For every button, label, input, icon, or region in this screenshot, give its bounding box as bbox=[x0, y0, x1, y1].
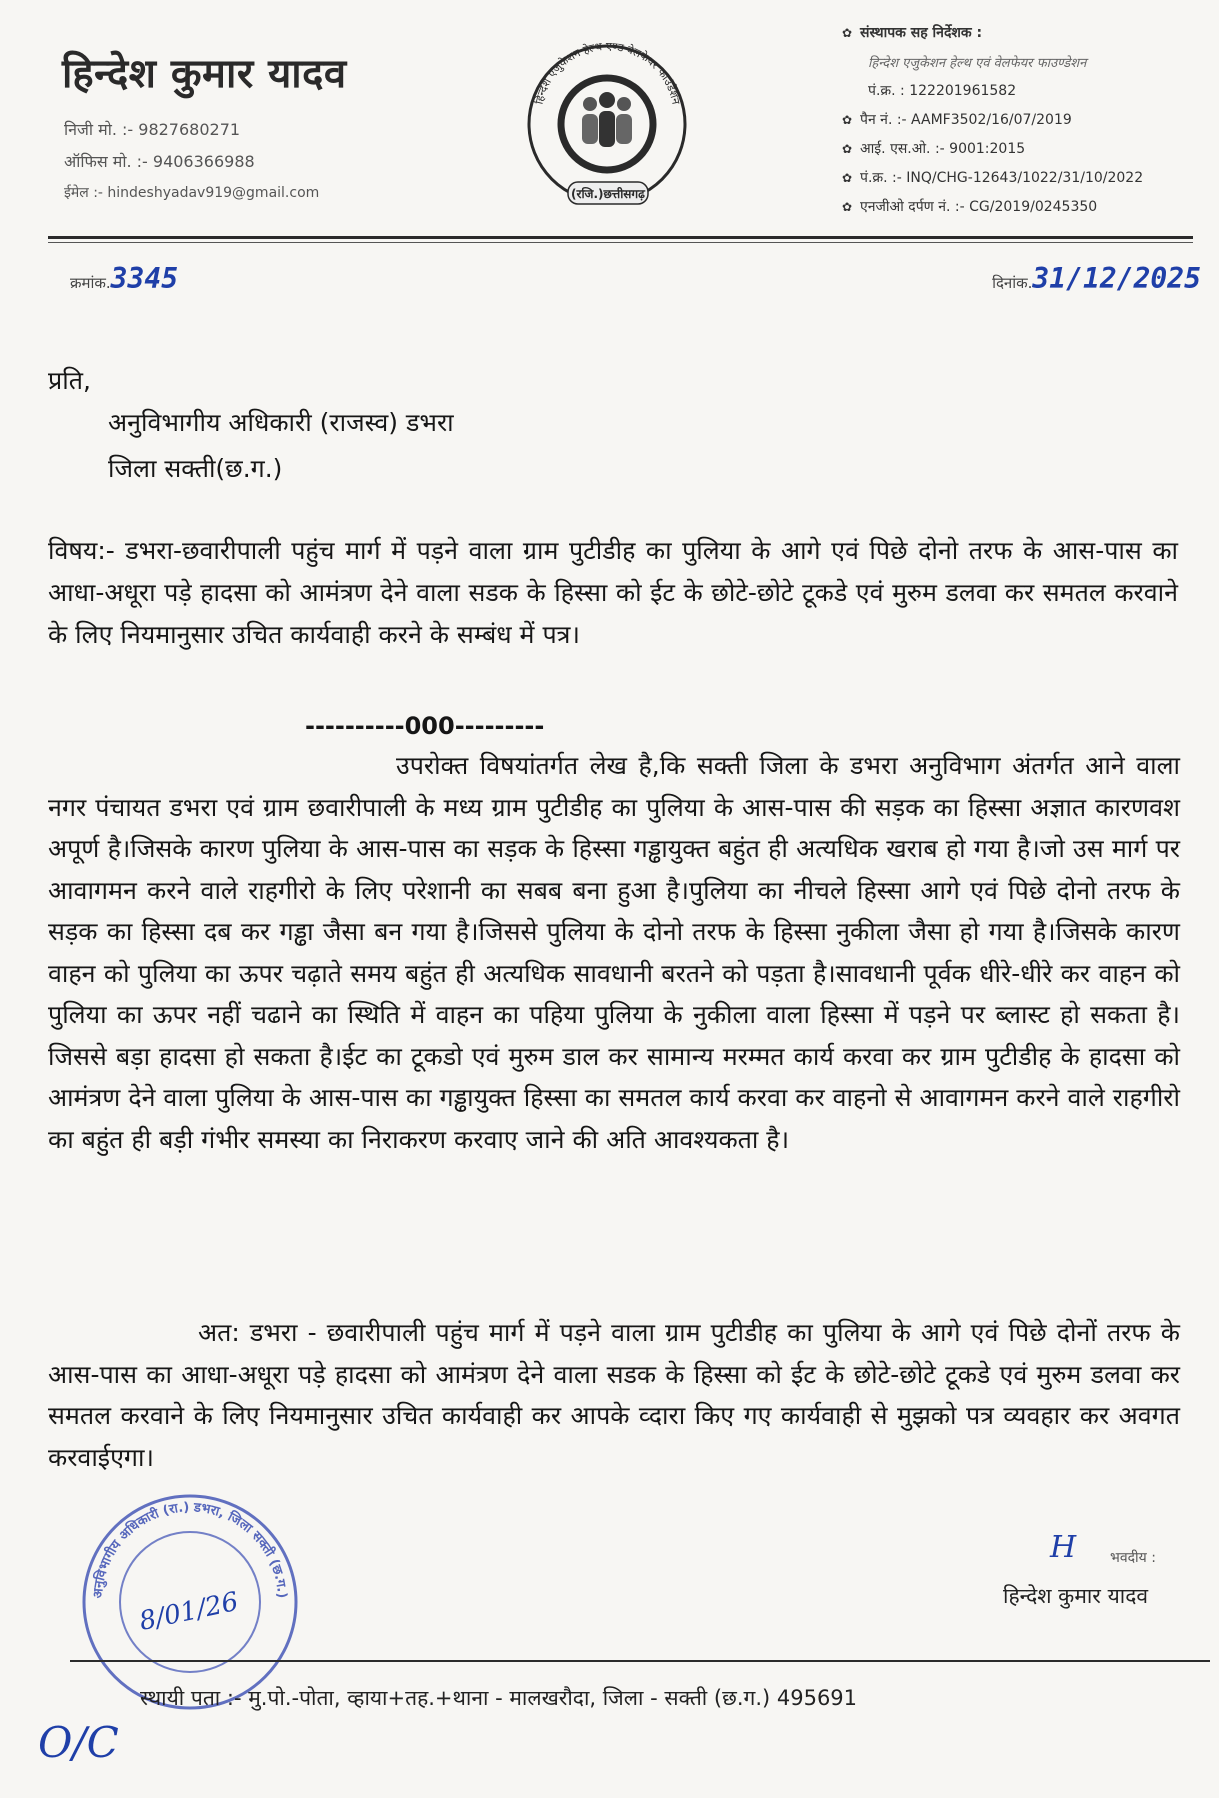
iso-row: ✿ आई. एस.ओ. :- 9001:2015 bbox=[842, 141, 1026, 157]
official-seal-stamp bbox=[70, 1488, 310, 1716]
handwritten-annotation: O/C bbox=[38, 1718, 119, 1767]
header-divider bbox=[48, 236, 1193, 239]
flower-bullet-icon: ✿ bbox=[842, 25, 853, 40]
letter-subject: विषय:- डभरा-छवारीपाली पहुंच मार्ग में पड़ने वाला ग्राम पुटीडीह का पुलिया के आगे एवं पिछे दोनो तरफ के आस-पास का आधा-अधूरा पड़े हादसा को आमंत्रण देने वाला सडक के हिस्सा को ईट के छोटे-छोटे टूकडे एवं मुरुम डलवा कर समतल करवाने के लिए नियमानुसार उचित कार्यवाही करने के सम्बंध में पत्र। bbox=[48, 536, 1178, 649]
logo-reg-text: (रजि.)छत्तीसगढ़ bbox=[571, 187, 645, 201]
org-name-row: हिन्देश एजुकेशन हेल्थ एवं वेलफेयर फाउण्डेशन bbox=[868, 55, 1087, 71]
letterhead-registration-block bbox=[842, 18, 1212, 221]
permanent-address: स्थायी पता :- मु.पो.-पोता, व्हाया+तह.+थाना - मालखरौदा, जिला - सक्ती (छ.ग.) 495691 bbox=[140, 1686, 858, 1710]
reg-no2-row: ✿ पं.क्र. :- INQ/CHG-12643/1022/31/10/2022 bbox=[842, 170, 1144, 186]
body-paragraph-1: उपरोक्त विषयांतर्गत लेख है,कि सक्ती जिला के डभरा अनुविभाग अंतर्गत आने वाला नगर पंचायत डभरा एवं ग्राम छवारीपाली के मध्य ग्राम पुटीडीह का पुलिया के आस-पास की सड़क का हिस्सा अज्ञात कारणवश अपूर्ण है।जिसके कारण पुलिया के आस-पास का सड़क के हिस्सा गड्ढायुक्त बहुंत ही अत्यधिक खराब हो गया है।जो उस मार्ग पर आवागमन करने वाले राहगीरो के लिए परेशानी का सबब बना हुआ है।पुलिया का नीचले हिस्सा आगे एवं पिछे दोनो तरफ के सड़क का हिस्सा दब कर गड्ढा जैसा बन गया है।जिससे पुलिया के दोनो तरफ के हिस्सा नुकीला जैसा हो गया है।जिसके कारण वाहन को पुलिया का ऊपर चढ़ाते समय बहुंत ही अत्यधिक सावधानी बरतने को पड़ता है।सावधानी पूर्वक धीरे-धीरे कर वाहन को पुलिया का ऊपर नहीं चढाने का स्थिति में वाहन का पहिया पुलिया के नुकीला वाला हिस्सा में पड़ने पर ब्लास्ट हो सकता है। जिससे बड़ा हादसा हो सकता है।ईट का टूकडो एवं मुरुम डाल कर सामान्य मरम्मत कार्य करवा कर ग्राम पुटीडीह के हादसा को आमंत्रण देने वाला पुलिया के आस-पास का गड्ढायुक्त हिस्सा का समतल कार्य करवा कर वाहनो से आवागमन करने वाले राहगीरो का बहुंत ही बड़ी गंभीर समस्या का निराकरण करवाए जाने की अति आवश्यकता है। bbox=[48, 751, 1180, 1154]
header-divider-thin bbox=[48, 242, 1193, 243]
letter-date-value: 31/12/2025 bbox=[1032, 262, 1201, 295]
section-separator: ----------000--------- bbox=[305, 712, 545, 740]
reference-number: क्रमांक.3345 bbox=[70, 262, 179, 295]
pan-row: ✿ पैन नं. :- AAMF3502/16/07/2019 bbox=[842, 112, 1072, 128]
letterhead-office-phone: ऑफिस मो. :- 9406366988 bbox=[64, 152, 255, 171]
addressee-prati: प्रति, bbox=[48, 366, 91, 395]
founder-row: ✿ संस्थापक सह निर्देशक : bbox=[842, 25, 983, 41]
reg-no-row: पं.क्र. : 122201961582 bbox=[868, 83, 1017, 99]
svg-text:अनुविभागीय अधिकारी (रा.) डभरा, bbox=[91, 1500, 289, 1598]
letterhead-mobile: निजी मो. :- 9827680271 bbox=[64, 120, 241, 139]
letter-date: दिनांक.31/12/2025 bbox=[992, 262, 1201, 295]
flower-bullet-icon: ✿ bbox=[842, 170, 853, 185]
flower-bullet-icon: ✿ bbox=[842, 141, 853, 156]
seal-date: 8/01/26 bbox=[136, 1586, 241, 1638]
foundation-logo-icon bbox=[520, 32, 695, 212]
addressee-line-1: अनुविभागीय अधिकारी (राजस्व) डभरा bbox=[108, 408, 454, 437]
signatory-name: हिन्देश कुमार यादव bbox=[1003, 1584, 1149, 1608]
footer-divider bbox=[70, 1660, 1210, 1662]
logo-arc-text: हिन्देश एजुकेशन हेल्थ एण्ड वेलफेयर फाउंडेशन bbox=[532, 39, 683, 106]
body-paragraph-2: अत: डभरा - छवारीपाली पहुंच मार्ग में पड़ने वाला ग्राम पुटीडीह का पुलिया के आगे एवं पिछे दोनों तरफ के आस-पास का आधा-अधूरा पड़े हादसा को आमंत्रण देने वाला सडक के हिस्सा को ईट के छोटे-छोटे टूकडे एवं मुरुम डलवा कर समतल करवाने के लिए नियमानुसार उचित कार्यवाही कर आपके व्दारा किए गए कार्यवाही से मुझको पत्र व्यवहार कर अवगत करवाईएगा। bbox=[48, 1318, 1180, 1472]
signature-mark: H bbox=[1050, 1530, 1077, 1565]
flower-bullet-icon: ✿ bbox=[842, 112, 853, 127]
ngo-darpan-row: ✿ एनजीओ दर्पण नं. :- CG/2019/0245350 bbox=[842, 199, 1098, 215]
seal-text: अनुविभागीय अधिकारी (रा.) डभरा, जिला सक्ती (छ.ग.) bbox=[90, 1500, 290, 1599]
reference-number-value: 3345 bbox=[110, 262, 179, 295]
flower-bullet-icon: ✿ bbox=[842, 199, 853, 214]
signature-label: भवदीय : bbox=[1110, 1550, 1156, 1566]
letterhead-email: ईमेल :- hindeshyadav919@gmail.com bbox=[64, 185, 320, 201]
addressee-line-2: जिला सक्ती(छ.ग.) bbox=[108, 454, 283, 483]
letterhead-name: हिन्देश कुमार यादव bbox=[62, 50, 347, 97]
